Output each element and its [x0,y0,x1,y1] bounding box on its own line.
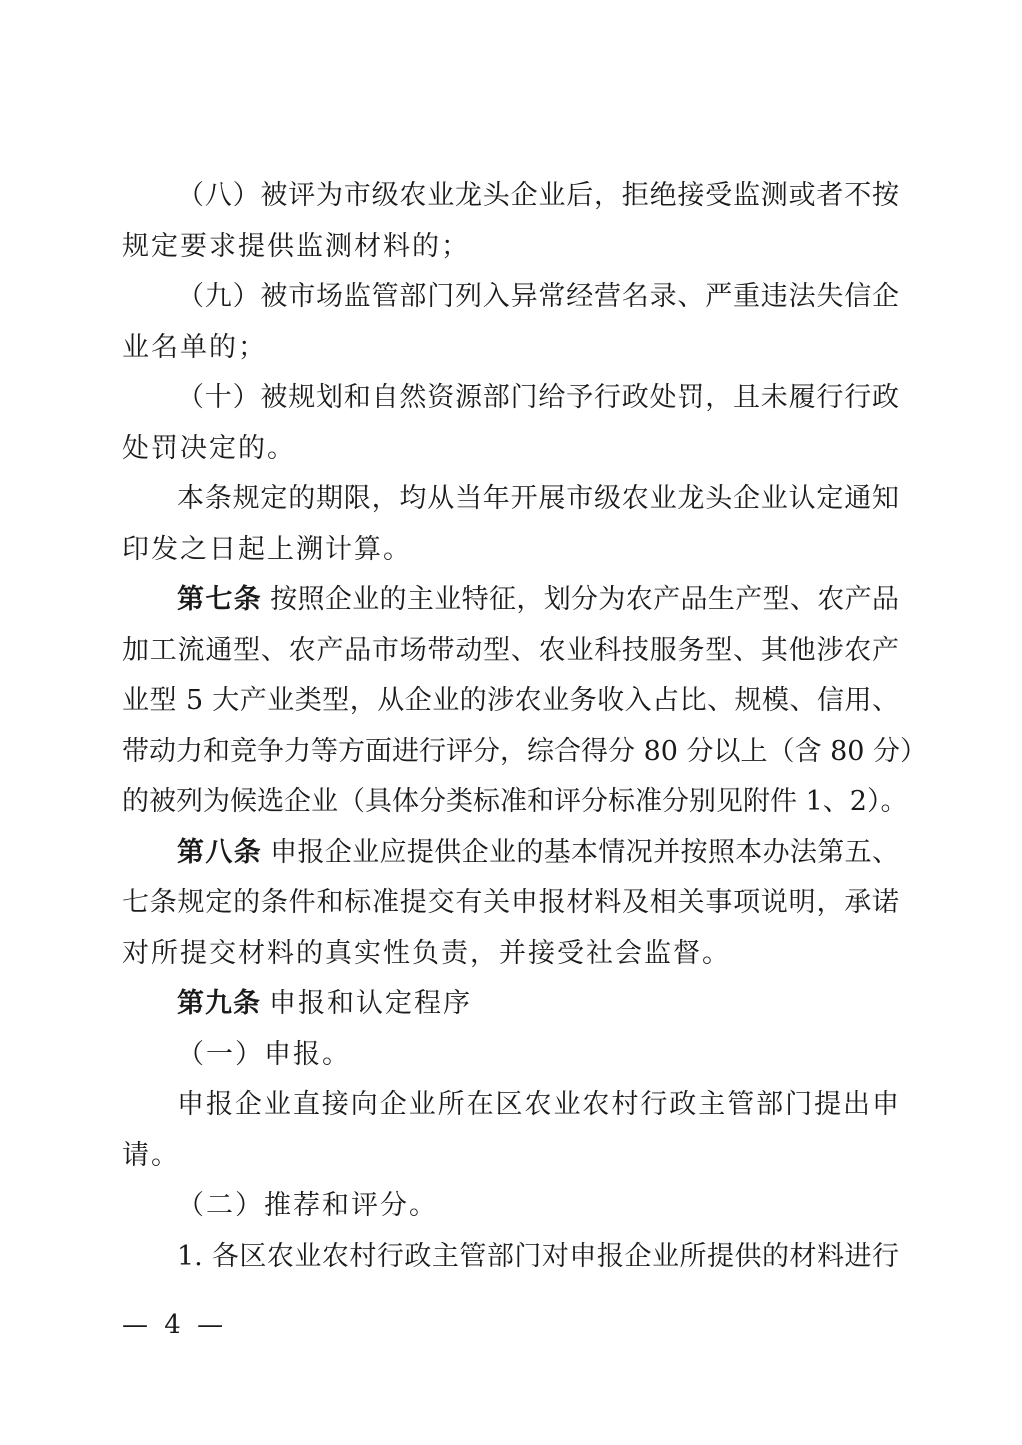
text-line [122,979,899,1030]
line-text: 规定要求提供监测材料的； [122,230,470,262]
line-text: 申报和认定程序 [269,988,472,1019]
line-text: 本条规定的期限，均从当年开展市级农业龙头企业认定通知 [177,483,899,514]
line-text: （一）申报。 [177,1038,351,1070]
line-text: 带动力和竞争力等方面进行评分，综合得分 80 分以上（含 80 分） [122,735,928,767]
line-text: 对所提交材料的真实性负责，并接受社会监督。 [122,937,731,969]
text-line [122,424,899,475]
text-line [122,373,899,424]
document-body [122,171,928,1282]
text-line [122,272,899,323]
line-text: 业型 5 大产业类型，从企业的涉农业务收入占比、规模、信用、 [122,685,899,716]
text-line [122,171,899,222]
line-text: （二）推荐和评分。 [177,1190,438,1221]
line-text: 印发之日起上溯计算。 [122,533,412,565]
line-text: 请。 [122,1139,180,1171]
line-text: （十）被规划和自然资源部门给予行政处罚，且未履行行政 [177,382,899,413]
line-text: 七条规定的条件和标准提交有关申报材料及相关事项说明，承诺 [122,887,899,918]
article-heading: 第七条 [177,584,263,615]
line-text: 业名单的； [122,331,267,363]
text-line [122,929,899,980]
text-line [122,878,899,929]
line-text: 申报企业应提供企业的基本情况并按照本办法第五、 [270,836,900,868]
text-line [122,626,899,677]
line-text: 加工流通型、农产品市场带动型、农业科技服务型、其他涉农产 [122,634,899,666]
line-text: 按照企业的主业特征，划分为农产品生产型、农产品 [270,584,900,615]
text-line [122,222,899,273]
page-number: — 4 — [122,1310,228,1340]
line-text: （八）被评为市级农业龙头企业后，拒绝接受监测或者不按 [177,180,899,211]
line-text: 1. 各区农业农村行政主管部门对申报企业所提供的材料进行 [177,1240,899,1272]
text-line [122,1080,899,1131]
line-text: （九）被市场监管部门列入异常经营名录、严重违法失信企 [177,281,899,312]
line-text: 的被列为候选企业（具体分类标准和评分标准分别见附件 1、2）。 [122,786,908,817]
text-line [122,777,908,828]
article-heading: 第八条 [177,836,263,868]
text-line [122,1181,899,1232]
text-line [122,575,899,626]
article-heading: 第九条 [177,988,261,1019]
text-line [122,474,899,525]
text-line [122,676,899,727]
text-line [122,727,928,778]
text-line [122,525,899,576]
text-line [122,1030,899,1081]
text-line [122,323,899,374]
text-line [122,1232,899,1283]
text-line [122,1131,899,1182]
line-text: 处罚决定的。 [122,432,296,464]
text-line [122,828,899,879]
line-text: 申报企业直接向企业所在区农业农村行政主管部门提出申 [177,1089,899,1120]
